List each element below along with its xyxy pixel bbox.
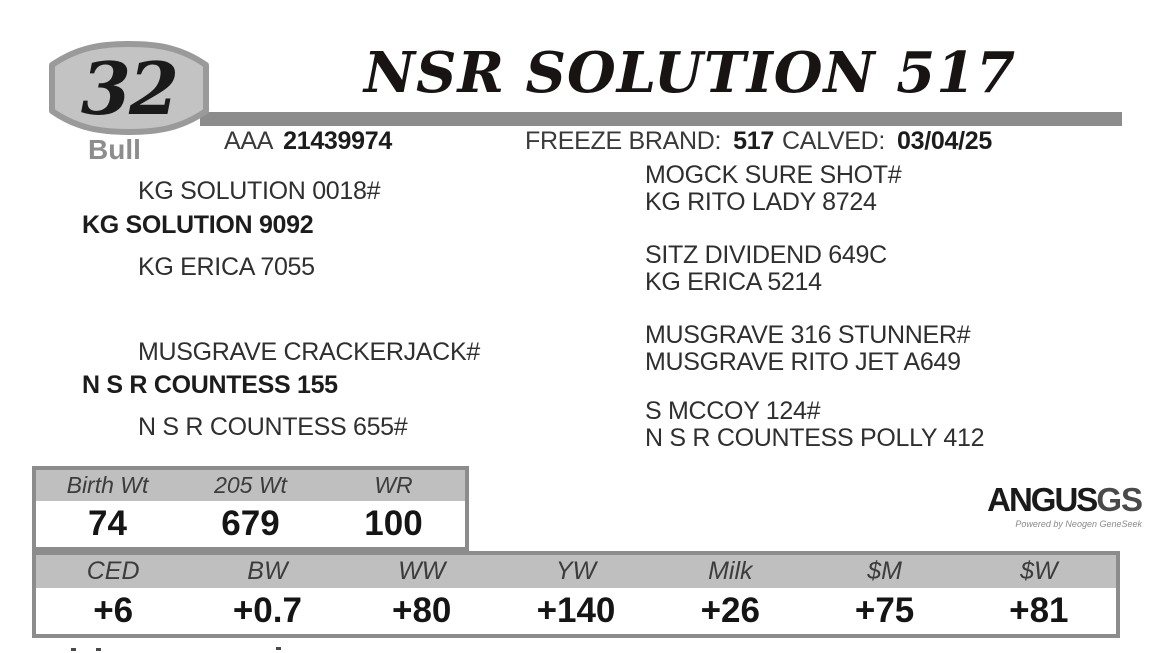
- epd-value-cell: +26: [700, 591, 760, 630]
- animal-name-title: NSR SOLUTION 517: [363, 40, 1017, 106]
- pedigree-sire-name: KG SOLUTION 9092: [82, 211, 314, 239]
- pedigree-dam-dam: N S R COUNTESS 655#: [138, 413, 408, 441]
- epd-header-cell: WW: [398, 557, 446, 585]
- epd-table-values: [36, 588, 1116, 634]
- weights-header-cell: WR: [374, 472, 413, 498]
- epd-value-cell: +140: [536, 591, 616, 630]
- weights-value-cell: 100: [364, 504, 423, 543]
- pedigree-line: MUSGRAVE RITO JET A649: [645, 348, 961, 376]
- pedigree-line: SITZ DIVIDEND 649C: [645, 241, 887, 269]
- pedigree-group-4: [645, 398, 984, 452]
- epd-value-cell: +0.7: [232, 591, 302, 630]
- pedigree-dam-sire: MUSGRAVE CRACKERJACK#: [138, 338, 480, 366]
- pedigree-sire-sire: KG SOLUTION 0018#: [138, 177, 381, 205]
- cutoff-text-fragment: [71, 648, 76, 651]
- calved-line: [782, 127, 992, 156]
- pedigree-sire-dam: KG ERICA 7055: [138, 253, 315, 281]
- freeze-brand-label: FREEZE BRAND:: [525, 127, 722, 155]
- pedigree-group-2: [645, 242, 887, 296]
- pedigree-group-1: [645, 162, 901, 216]
- epd-header-cell: $W: [1020, 557, 1058, 585]
- angus-gs-logo: [967, 483, 1142, 529]
- epd-header-cell: $M: [867, 557, 902, 585]
- weights-table: [32, 466, 469, 551]
- pedigree-group-3: [645, 322, 970, 376]
- epd-table: [32, 551, 1120, 638]
- epd-value-cell: +80: [392, 591, 452, 630]
- pedigree-line: MOGCK SURE SHOT#: [645, 161, 902, 189]
- pedigree-dam-name: N S R COUNTESS 155: [82, 371, 338, 399]
- pedigree-line: KG ERICA 5214: [645, 268, 822, 296]
- weights-value-cell: 74: [88, 504, 127, 543]
- pedigree-line: MUSGRAVE 316 STUNNER#: [645, 321, 971, 349]
- header-rule: [200, 112, 1122, 126]
- weights-header-cell: 205 Wt: [214, 472, 287, 498]
- epd-value-cell: +6: [93, 591, 134, 630]
- sex-label: Bull: [88, 134, 141, 165]
- epd-value-cell: +81: [1009, 591, 1069, 630]
- epd-header-cell: CED: [86, 557, 140, 585]
- logo-tagline: Powered by Neogen GeneSeek: [1015, 519, 1142, 529]
- registration-prefix: AAA: [224, 127, 274, 155]
- epd-header-cell: BW: [247, 557, 288, 585]
- epd-header-cell: YW: [555, 557, 597, 585]
- pedigree-line: N S R COUNTESS POLLY 412: [645, 424, 985, 452]
- weights-header-cell: Birth Wt: [66, 472, 149, 498]
- registration-number: 21439974: [283, 127, 392, 155]
- angus-logo-text: ANGUS: [987, 481, 1097, 518]
- lot-number: 32: [80, 45, 178, 131]
- epd-table-header: [36, 555, 1116, 588]
- pedigree-line: KG RITO LADY 8724: [645, 188, 877, 216]
- epd-value-cell: +75: [854, 591, 915, 630]
- weights-table-header: [36, 470, 465, 501]
- epd-header-cell: Milk: [708, 557, 753, 585]
- weights-table-values: [36, 501, 465, 547]
- lot-badge: [46, 38, 212, 138]
- pedigree-line: S MCCOY 124#: [645, 397, 821, 425]
- weights-value-cell: 679: [221, 504, 280, 543]
- gs-logo-text: GS: [1096, 481, 1142, 518]
- calved-value: 03/04/25: [897, 127, 992, 155]
- registration-line: [224, 127, 392, 156]
- angus-gs-wordmark: [967, 483, 1142, 517]
- cutoff-text-fragment: [276, 647, 281, 650]
- calved-label: CALVED:: [782, 127, 886, 155]
- freeze-brand-line: [525, 127, 774, 156]
- cutoff-text-fragment: [96, 648, 101, 651]
- freeze-brand-value: 517: [733, 127, 774, 155]
